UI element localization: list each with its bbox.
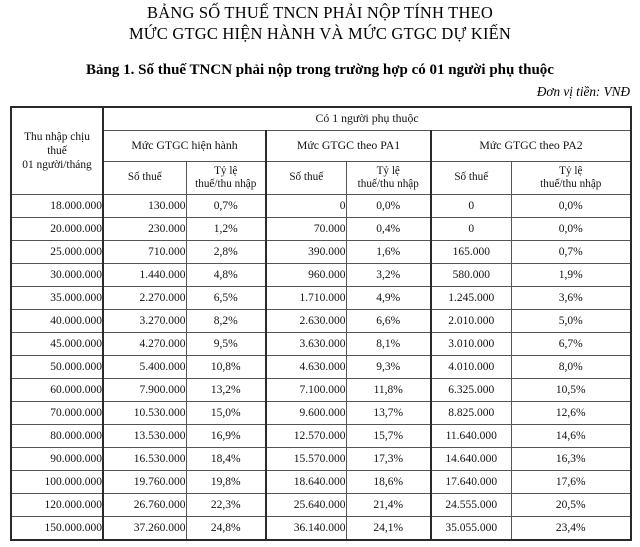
cell-pa2-rate: 0,0% — [511, 218, 631, 241]
header-pa1-rate-line-1: Tỷ lệ — [376, 164, 400, 177]
cell-pa1-rate: 4,9% — [346, 287, 431, 310]
table-row — [11, 517, 631, 541]
cell-current-tax: 13.530.000 — [103, 425, 186, 448]
cell-income: 40.000.000 — [11, 310, 103, 333]
cell-pa2-tax: 580.000 — [431, 264, 511, 287]
table-row — [11, 218, 631, 241]
cell-current-tax: 3.270.000 — [103, 310, 186, 333]
cell-current-rate: 22,3% — [186, 494, 266, 517]
cell-pa2-rate: 0,0% — [511, 195, 631, 218]
cell-current-tax: 4.270.000 — [103, 333, 186, 356]
cell-pa1-rate: 21,4% — [346, 494, 431, 517]
cell-pa2-tax: 14.640.000 — [431, 448, 511, 471]
table-row — [11, 241, 631, 264]
header-current-amount: Số thuế — [103, 162, 186, 195]
cell-pa2-tax: 17.640.000 — [431, 471, 511, 494]
header-income-stub — [11, 107, 103, 195]
cell-current-rate: 15,0% — [186, 402, 266, 425]
cell-income: 18.000.000 — [11, 195, 103, 218]
cell-current-rate: 13,2% — [186, 379, 266, 402]
header-group-pa2: Mức GTGC theo PA2 — [431, 131, 631, 162]
header-group-pa1: Mức GTGC theo PA1 — [266, 131, 431, 162]
table-header — [11, 107, 631, 195]
table-row — [11, 287, 631, 310]
cell-income: 50.000.000 — [11, 356, 103, 379]
cell-pa2-rate: 1,9% — [511, 264, 631, 287]
header-pa1-rate — [346, 162, 431, 195]
cell-income: 45.000.000 — [11, 333, 103, 356]
cell-income: 90.000.000 — [11, 448, 103, 471]
header-current-rate-line-1: Tỷ lệ — [214, 164, 238, 177]
header-row-span — [11, 107, 631, 131]
cell-pa1-rate: 13,7% — [346, 402, 431, 425]
cell-pa2-tax: 4.010.000 — [431, 356, 511, 379]
cell-pa2-rate: 14,6% — [511, 425, 631, 448]
cell-pa2-rate: 17,6% — [511, 471, 631, 494]
cell-income: 25.000.000 — [11, 241, 103, 264]
cell-pa1-rate: 18,6% — [346, 471, 431, 494]
cell-current-tax: 19.760.000 — [103, 471, 186, 494]
cell-current-tax: 230.000 — [103, 218, 186, 241]
cell-pa1-rate: 6,6% — [346, 310, 431, 333]
cell-pa2-rate: 6,7% — [511, 333, 631, 356]
cell-pa1-tax: 0 — [266, 195, 346, 218]
header-row-groups — [11, 131, 631, 162]
cell-current-rate: 24,8% — [186, 517, 266, 541]
table-row — [11, 494, 631, 517]
cell-pa2-tax: 8.825.000 — [431, 402, 511, 425]
cell-pa1-tax: 960.000 — [266, 264, 346, 287]
table-row — [11, 402, 631, 425]
header-current-rate-line-2: thuế/thu nhập — [195, 178, 257, 190]
cell-current-tax: 2.270.000 — [103, 287, 186, 310]
cell-current-tax: 710.000 — [103, 241, 186, 264]
cell-pa2-rate: 16,3% — [511, 448, 631, 471]
cell-income: 70.000.000 — [11, 402, 103, 425]
cell-pa2-tax: 6.325.000 — [431, 379, 511, 402]
table-row — [11, 356, 631, 379]
cell-pa2-tax: 24.555.000 — [431, 494, 511, 517]
table-row — [11, 264, 631, 287]
cell-pa1-rate: 24,1% — [346, 517, 431, 541]
cell-current-rate: 8,2% — [186, 310, 266, 333]
cell-pa2-rate: 20,5% — [511, 494, 631, 517]
table-body — [11, 195, 631, 541]
cell-pa2-rate: 5,0% — [511, 310, 631, 333]
header-row-subcolumns — [11, 162, 631, 195]
cell-current-tax: 10.530.000 — [103, 402, 186, 425]
cell-income: 150.000.000 — [11, 517, 103, 541]
cell-current-rate: 18,4% — [186, 448, 266, 471]
cell-current-tax: 16.530.000 — [103, 448, 186, 471]
header-pa2-rate-line-2: thuế/thu nhập — [540, 178, 602, 190]
document-title — [0, 0, 640, 44]
table-row — [11, 310, 631, 333]
cell-current-tax: 1.440.000 — [103, 264, 186, 287]
cell-current-rate: 10,8% — [186, 356, 266, 379]
header-pa2-rate-line-1: Tỷ lệ — [559, 164, 583, 177]
cell-pa1-tax: 25.640.000 — [266, 494, 346, 517]
header-pa2-amount: Số thuế — [431, 162, 511, 195]
cell-current-tax: 26.760.000 — [103, 494, 186, 517]
cell-income: 35.000.000 — [11, 287, 103, 310]
header-pa1-rate-line-2: thuế/thu nhập — [357, 178, 419, 190]
cell-pa1-rate: 1,6% — [346, 241, 431, 264]
cell-pa1-tax: 4.630.000 — [266, 356, 346, 379]
cell-pa2-tax: 165.000 — [431, 241, 511, 264]
header-income-stub-line-3: 01 người/tháng — [22, 159, 92, 171]
table-row — [11, 379, 631, 402]
cell-pa1-tax: 2.630.000 — [266, 310, 346, 333]
cell-current-rate: 4,8% — [186, 264, 266, 287]
currency-unit-note: Đơn vị tiền: VNĐ — [536, 84, 630, 99]
header-income-stub-line-2: thuế — [47, 145, 67, 157]
cell-pa1-tax: 36.140.000 — [266, 517, 346, 541]
cell-pa2-rate: 8,0% — [511, 356, 631, 379]
cell-pa1-rate: 9,3% — [346, 356, 431, 379]
table-row — [11, 333, 631, 356]
table-container — [0, 106, 640, 541]
cell-current-tax: 7.900.000 — [103, 379, 186, 402]
cell-current-rate: 1,2% — [186, 218, 266, 241]
table-row — [11, 425, 631, 448]
cell-income: 100.000.000 — [11, 471, 103, 494]
cell-pa1-rate: 17,3% — [346, 448, 431, 471]
cell-pa2-tax: 11.640.000 — [431, 425, 511, 448]
table-row — [11, 195, 631, 218]
cell-pa2-tax: 3.010.000 — [431, 333, 511, 356]
cell-pa1-tax: 3.630.000 — [266, 333, 346, 356]
cell-current-tax: 37.260.000 — [103, 517, 186, 541]
cell-pa1-rate: 8,1% — [346, 333, 431, 356]
cell-pa1-tax: 1.710.000 — [266, 287, 346, 310]
cell-pa1-rate: 0,4% — [346, 218, 431, 241]
cell-current-rate: 2,8% — [186, 241, 266, 264]
cell-income: 60.000.000 — [11, 379, 103, 402]
cell-pa1-tax: 70.000 — [266, 218, 346, 241]
cell-current-rate: 0,7% — [186, 195, 266, 218]
cell-pa2-tax: 1.245.000 — [431, 287, 511, 310]
cell-pa2-rate: 3,6% — [511, 287, 631, 310]
document-title-line-1: BẢNG SỐ THUẾ TNCN PHẢI NỘP TÍNH THEO — [147, 3, 493, 22]
header-pa2-rate — [511, 162, 631, 195]
cell-current-rate: 9,5% — [186, 333, 266, 356]
cell-current-rate: 6,5% — [186, 287, 266, 310]
cell-pa1-rate: 11,8% — [346, 379, 431, 402]
cell-pa1-rate: 0,0% — [346, 195, 431, 218]
cell-pa2-tax: 2.010.000 — [431, 310, 511, 333]
table-row — [11, 448, 631, 471]
header-income-stub-line-1: Thu nhập chịu — [24, 131, 90, 143]
cell-pa2-tax: 35.055.000 — [431, 517, 511, 541]
cell-pa1-tax: 18.640.000 — [266, 471, 346, 494]
table-caption: Bảng 1. Số thuế TNCN phải nộp trong trường hợp có 01 người phụ thuộc — [86, 62, 554, 78]
cell-pa2-rate: 23,4% — [511, 517, 631, 541]
header-dependents-span: Có 1 người phụ thuộc — [103, 107, 631, 131]
cell-pa1-tax: 9.600.000 — [266, 402, 346, 425]
cell-pa1-rate: 15,7% — [346, 425, 431, 448]
cell-pa1-tax: 12.570.000 — [266, 425, 346, 448]
cell-income: 20.000.000 — [11, 218, 103, 241]
header-group-current: Mức GTGC hiện hành — [103, 131, 266, 162]
cell-pa2-tax: 0 — [431, 218, 511, 241]
cell-pa1-rate: 3,2% — [346, 264, 431, 287]
header-current-rate — [186, 162, 266, 195]
cell-pa1-tax: 15.570.000 — [266, 448, 346, 471]
cell-current-rate: 19,8% — [186, 471, 266, 494]
cell-income: 80.000.000 — [11, 425, 103, 448]
cell-pa2-tax: 0 — [431, 195, 511, 218]
cell-pa1-tax: 7.100.000 — [266, 379, 346, 402]
cell-current-tax: 130.000 — [103, 195, 186, 218]
cell-income: 120.000.000 — [11, 494, 103, 517]
document-title-line-2: MỨC GTGC HIỆN HÀNH VÀ MỨC GTGC DỰ KIẾN — [128, 24, 512, 43]
table-row — [11, 471, 631, 494]
cell-pa1-tax: 390.000 — [266, 241, 346, 264]
cell-pa2-rate: 0,7% — [511, 241, 631, 264]
cell-current-rate: 16,9% — [186, 425, 266, 448]
header-pa1-amount: Số thuế — [266, 162, 346, 195]
cell-current-tax: 5.400.000 — [103, 356, 186, 379]
cell-pa2-rate: 10,5% — [511, 379, 631, 402]
cell-pa2-rate: 12,6% — [511, 402, 631, 425]
tax-comparison-table — [10, 106, 632, 541]
cell-income: 30.000.000 — [11, 264, 103, 287]
